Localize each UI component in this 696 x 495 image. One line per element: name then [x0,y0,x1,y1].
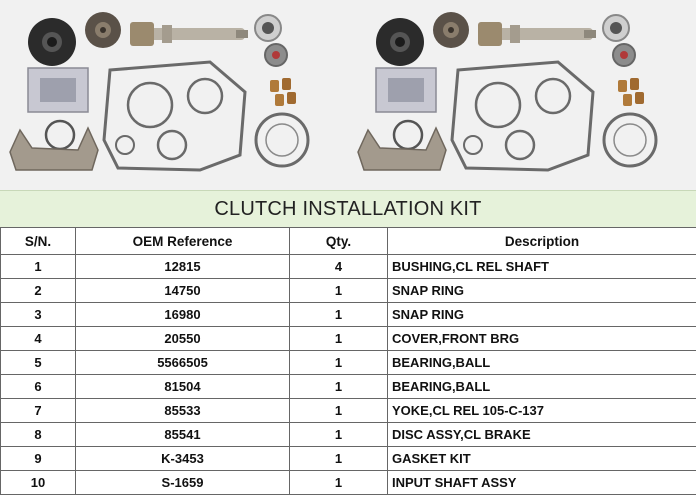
table-row [1,303,696,327]
cell-qty: 1 [290,423,388,447]
cell-oem-reference: 81504 [76,375,290,399]
cell-sn: 7 [1,399,76,423]
cell-description: SNAP RING [388,303,696,327]
table-row [1,375,696,399]
cell-description: INPUT SHAFT ASSY [388,471,696,495]
cell-sn: 10 [1,471,76,495]
cell-oem-reference: 14750 [76,279,290,303]
header-oem-reference: OEM Reference [76,228,290,255]
clutch-kit-parts-photo-left [0,0,348,190]
cell-description: SNAP RING [388,279,696,303]
cell-sn: 5 [1,351,76,375]
table-row [1,279,696,303]
cell-oem-reference: 12815 [76,255,290,279]
cell-qty: 1 [290,375,388,399]
cell-description: YOKE,CL REL 105-C-137 [388,399,696,423]
cell-qty: 1 [290,447,388,471]
table-row [1,423,696,447]
header-sn: S/N. [1,228,76,255]
cell-sn: 4 [1,327,76,351]
table-row [1,351,696,375]
cell-description: COVER,FRONT BRG [388,327,696,351]
cell-qty: 1 [290,279,388,303]
cell-qty: 1 [290,399,388,423]
cell-description: DISC ASSY,CL BRAKE [388,423,696,447]
header-description: Description [388,228,696,255]
table-row [1,327,696,351]
product-photo-strip [0,0,696,190]
table-row [1,471,696,495]
kit-title-band [0,190,696,228]
cell-sn: 6 [1,375,76,399]
cell-sn: 3 [1,303,76,327]
cell-qty: 1 [290,471,388,495]
kit-parts [10,12,308,170]
cell-description: GASKET KIT [388,447,696,471]
header-qty: Qty. [290,228,388,255]
kit-parts [358,12,656,170]
table-row [1,399,696,423]
cell-sn: 2 [1,279,76,303]
cell-sn: 8 [1,423,76,447]
cell-oem-reference: 20550 [76,327,290,351]
kit-title: CLUTCH INSTALLATION KIT [214,197,482,220]
parts-table [0,227,696,495]
table-header-row [1,228,696,255]
cell-oem-reference: S-1659 [76,471,290,495]
cell-qty: 1 [290,351,388,375]
cell-oem-reference: 85533 [76,399,290,423]
cell-description: BUSHING,CL REL SHAFT [388,255,696,279]
clutch-kit-parts-photo-right [348,0,696,190]
cell-oem-reference: 85541 [76,423,290,447]
cell-oem-reference: 16980 [76,303,290,327]
cell-qty: 1 [290,303,388,327]
cell-sn: 1 [1,255,76,279]
table-row [1,255,696,279]
cell-qty: 4 [290,255,388,279]
cell-description: BEARING,BALL [388,375,696,399]
cell-description: BEARING,BALL [388,351,696,375]
cell-sn: 9 [1,447,76,471]
cell-qty: 1 [290,327,388,351]
table-row [1,447,696,471]
cell-oem-reference: K-3453 [76,447,290,471]
cell-oem-reference: 5566505 [76,351,290,375]
